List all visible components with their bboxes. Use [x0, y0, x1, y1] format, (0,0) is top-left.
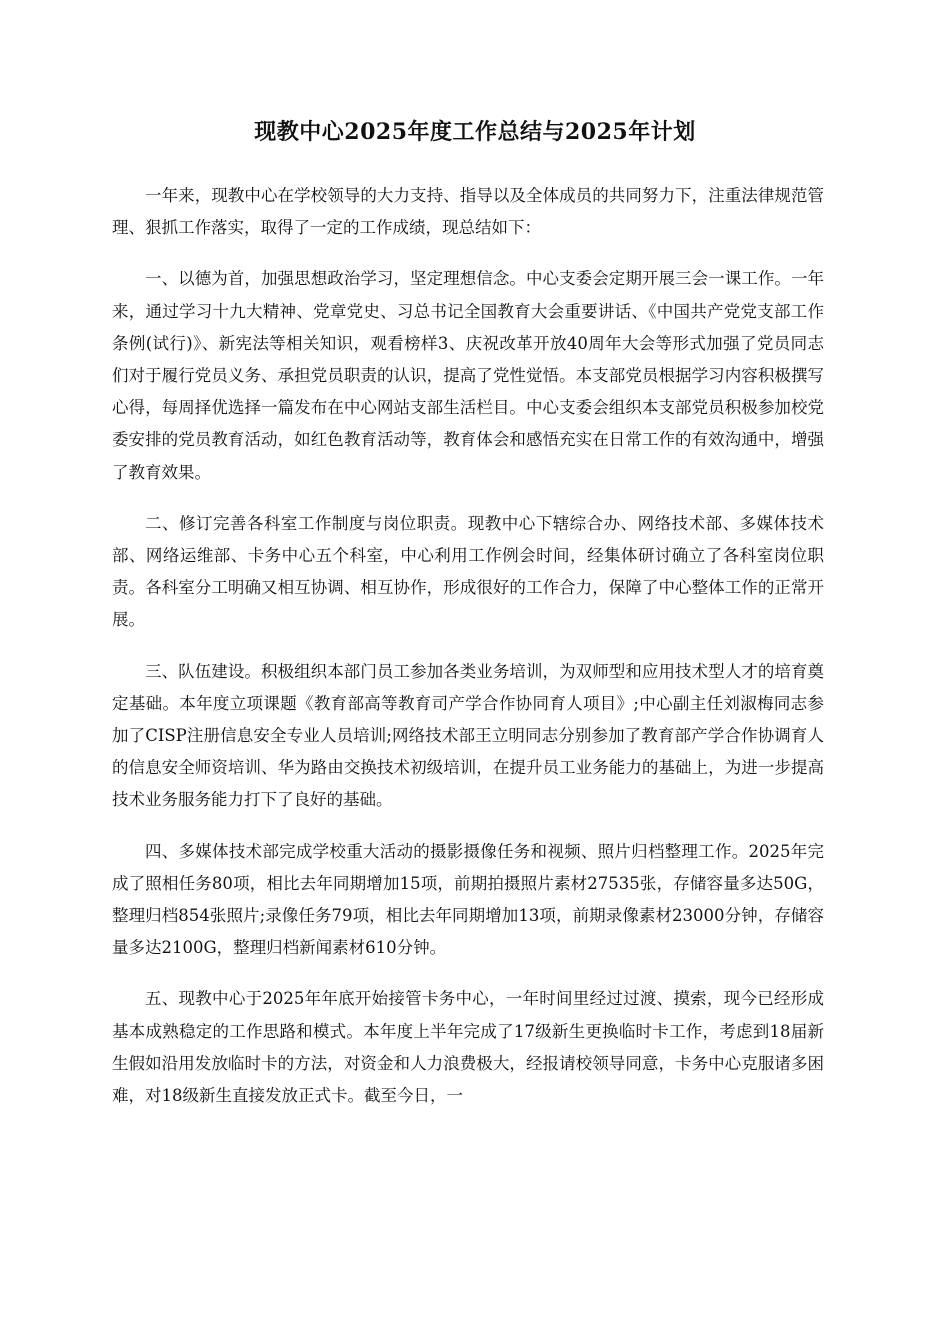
document-title: 现教中心2025年度工作总结与2025年计划: [254, 119, 696, 145]
paragraph-section-4: 四、多媒体技术部完成学校重大活动的摄影摄像任务和视频、照片归档整理工作。2025年完成了照相任务80项，相比去年同期增加15项，前期拍摄照片素材27535张，存储容量多达50G，整理归档854张照片;录像任务79项，相比去年同期增加13项，前期录像素材23000分钟，存储容量多达2100G，整理归档新闻素材610分钟。: [112, 841, 824, 958]
document-body: [112, 180, 824, 1131]
paragraph-section-5: 五、现教中心于2025年年底开始接管卡务中心，一年时间里经过过渡、摸索，现今已经形成基本成熟稳定的工作思路和模式。本年度上半年完成了17级新生更换临时卡工作，考虑到18届新生假如沿用发放临时卡的方法，对资金和人力浪费极大，经报请校领导同意，卡务中心克服诸多困难，对18级新生直接发放正式卡。截至今日，一: [112, 989, 824, 1106]
paragraph-section-3: 三、队伍建设。积极组织本部门员工参加各类业务培训，为双师型和应用技术型人才的培育奠定基础。本年度立项课题《教育部高等教育司产学合作协同育人项目》;中心副主任刘淑梅同志参加了CISP注册信息安全专业人员培训;网络技术部王立明同志分别参加了教育部产学合作协调育人的信息安全师资培训、华为路由交换技术初级培训，在提升员工业务能力的基础上，为进一步提高技术业务服务能力打下了良好的基础。: [112, 661, 824, 810]
paragraph-section-1: 一、以德为首，加强思想政治学习，坚定理想信念。中心支委会定期开展三会一课工作。一年来，通过学习十九大精神、党章党史、习总书记全国教育大会重要讲话、《中国共产党党支部工作条例(试行)》、新宪法等相关知识，观看榜样3、庆祝改革开放40周年大会等形式加强了党员同志们对于履行党员义务、承担党员职责的认识，提高了党性觉悟。本支部党员根据学习内容积极撰写心得，每周择优选择一篇发布在中心网站支部生活栏目。中心支委会组织本支部党员积极参加校党委安排的党员教育活动，如红色教育活动等，教育体会和感悟充实在日常工作的有效沟通中，增强了教育效果。: [112, 269, 824, 482]
paragraph-section-2: 二、修订完善各科室工作制度与岗位职责。现教中心下辖综合办、网络技术部、多媒体技术部、网络运维部、卡务中心五个科室，中心利用工作例会时间，经集体研讨确立了各科室岗位职责。各科室分工明确又相互协调、相互协作，形成很好的工作合力，保障了中心整体工作的正常开展。: [112, 513, 824, 630]
paragraph-intro: 一年来，现教中心在学校领导的大力支持、指导以及全体成员的共同努力下，注重法律规范管理、狠抓工作落实，取得了一定的工作成绩，现总结如下：: [112, 186, 824, 238]
